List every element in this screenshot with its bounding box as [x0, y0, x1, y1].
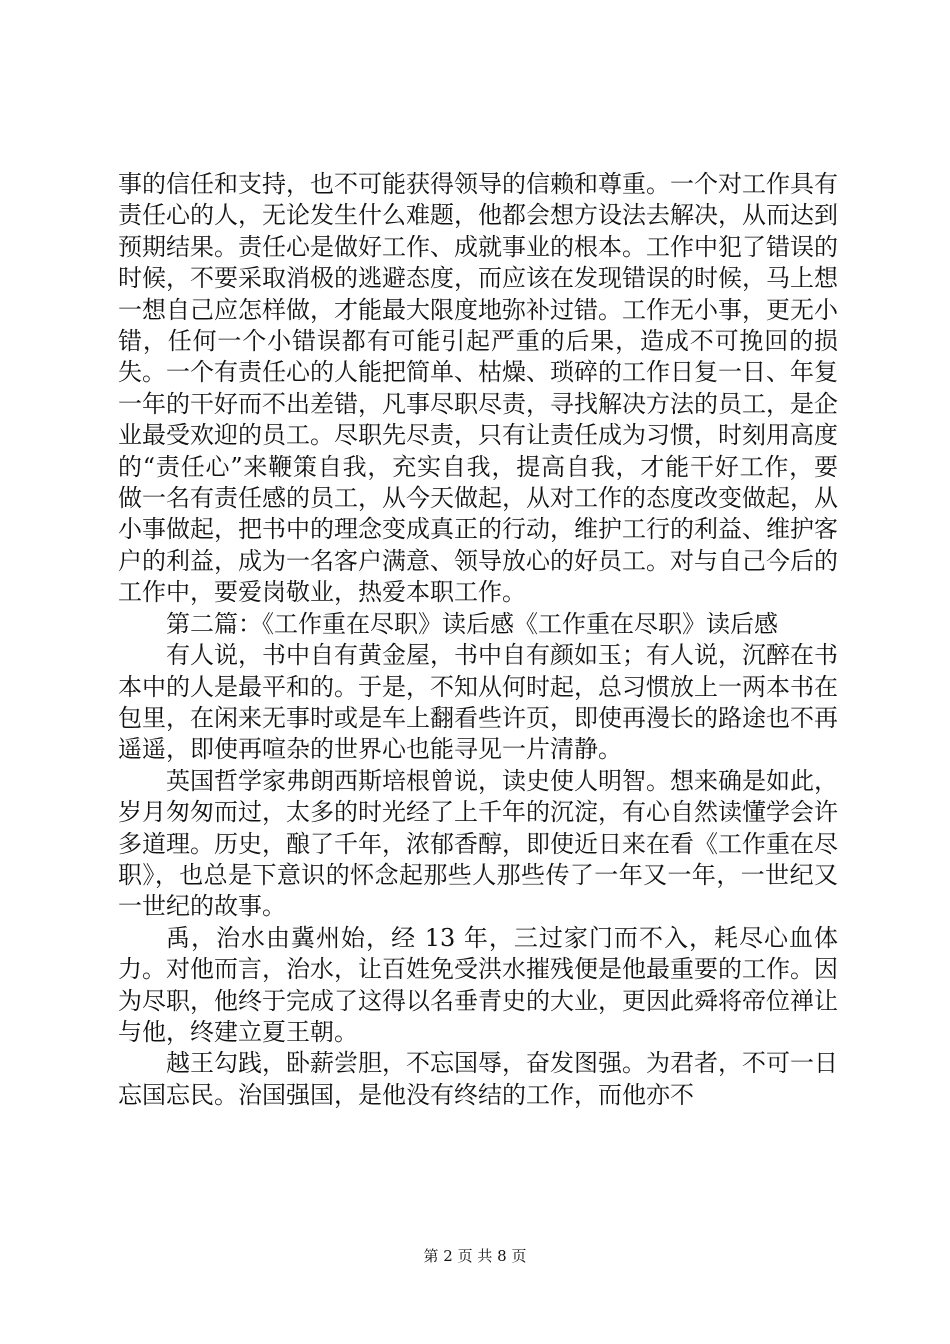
document-body — [118, 169, 838, 1111]
section-heading: 第二篇：《工作重在尽职》读后感《工作重在尽职》读后感 — [166, 609, 778, 638]
paragraph: 禹，治水由冀州始，经 13 年，三过家门而不入，耗尽心血体力。对他而言，治水，让百姓免受洪水摧残便是他最重要的工作。因为尽职，他终于完成了这得以名垂青史的大业，更因此舜将帝位禅让与他，终建立夏王朝。 — [118, 923, 838, 1046]
paragraph: 有人说，书中自有黄金屋，书中自有颜如玉；有人说，沉醉在书本中的人是最平和的。于是，不知从何时起，总习惯放上一两本书在包里，在闲来无事时或是车上翻看些许页，即使再漫长的路途也不再遥遥，即使再喧杂的世界心也能寻见一片清静。 — [118, 641, 838, 764]
page-footer: 第 2 页 共 8 页 — [423, 1247, 527, 1265]
paragraph: 英国哲学家弗朗西斯培根曾说，读史使人明智。想来确是如此，岁月匆匆而过，太多的时光经了上千年的沉淀，有心自然读懂学会许多道理。历史，酿了千年，浓郁香醇，即使近日来在看《工作重在尽职》，也总是下意识的怀念起那些人那些传了一年又一年，一世纪又一世纪的故事。 — [118, 766, 838, 921]
paragraph: 越王勾践，卧薪尝胆，不忘国辱，奋发图强。为君者，不可一日忘国忘民。治国强国，是他没有终结的工作，而他亦不 — [118, 1049, 838, 1109]
paragraph-continued: 事的信任和支持，也不可能获得领导的信赖和尊重。一个对工作具有责任心的人，无论发生什么难题，他都会想方设法去解决，从而达到预期结果。责任心是做好工作、成就事业的根本。工作中犯了错误的时候，不要采取消极的逃避态度，而应该在发现错误的时候，马上想一想自己应怎样做，才能最大限度地弥补过错。工作无小事，更无小错，任何一个小错误都有可能引起严重的后果，造成不可挽回的损失。一个有责任心的人能把简单、枯燥、琐碎的工作日复一日、年复一年的干好而不出差错，凡事尽职尽责，寻找解决方法的员工，是企业最受欢迎的员工。尽职先尽责，只有让责任成为习惯，时刻用高度的“责任心”来鞭策自我，充实自我，提高自我，才能干好工作，要做一名有责任感的员工，从今天做起，从对工作的态度改变做起，从小事做起，把书中的理念变成真正的行动，维护工行的利益、维护客户的利益，成为一名客户满意、领导放心的好员工。对与自己今后的工作中，要爱岗敬业，热爱本职工作。 — [118, 170, 838, 607]
